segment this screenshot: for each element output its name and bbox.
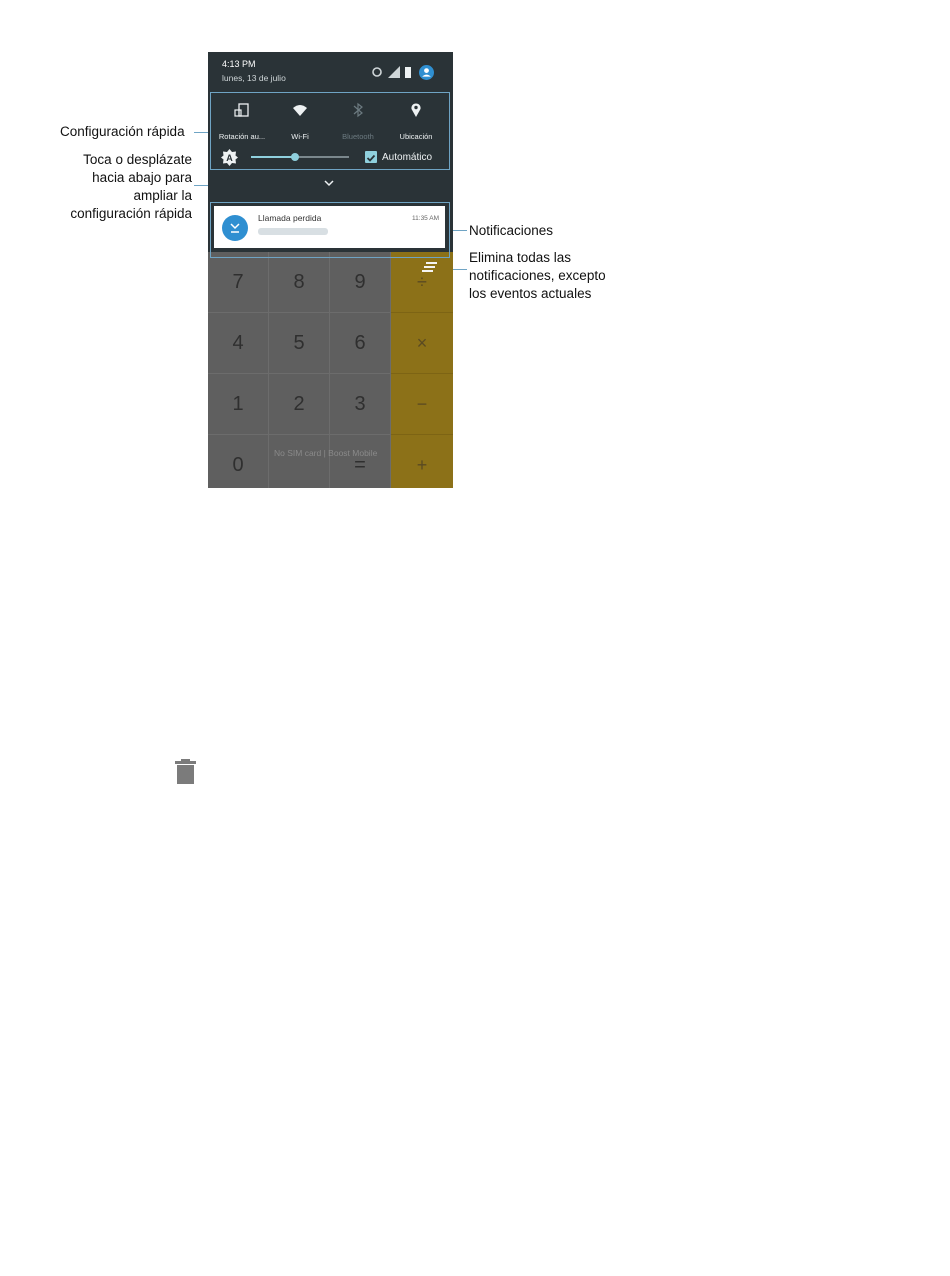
trash-icon bbox=[175, 759, 196, 784]
data-saver-icon bbox=[371, 66, 383, 78]
calc-key[interactable]: 1 bbox=[208, 374, 269, 435]
callout-expand-line: Toca o desplázate bbox=[83, 152, 192, 167]
calc-key[interactable]: 9 bbox=[330, 252, 391, 313]
calc-key[interactable]: 4 bbox=[208, 313, 269, 374]
auto-brightness-label: Automático bbox=[382, 152, 433, 163]
callout-notifications: Notificaciones bbox=[469, 223, 554, 238]
svg-text:A: A bbox=[226, 153, 233, 163]
tile-label: Bluetooth bbox=[342, 132, 374, 141]
calc-key[interactable]: 0 bbox=[208, 435, 269, 488]
status-time: 4:13 PM bbox=[222, 59, 256, 69]
calc-key[interactable]: 2 bbox=[269, 374, 330, 435]
callout-clear-all bbox=[469, 249, 606, 303]
quick-settings-highlight bbox=[210, 92, 450, 170]
chevron-down-icon[interactable] bbox=[324, 180, 334, 187]
callout-clear-line: Elimina todas las bbox=[469, 250, 572, 265]
calc-operator[interactable]: × bbox=[391, 313, 453, 374]
notifications-highlight bbox=[210, 202, 450, 258]
battery-icon bbox=[404, 66, 412, 78]
calc-key[interactable]: 3 bbox=[330, 374, 391, 435]
callout-expand-line: ampliar la bbox=[133, 188, 192, 203]
profile-icon[interactable] bbox=[419, 65, 434, 80]
calc-key[interactable] bbox=[269, 435, 330, 488]
tile-label: Ubicación bbox=[399, 132, 433, 141]
tile-label: Rotación au... bbox=[218, 132, 266, 141]
notification-time: 11:35 AM bbox=[412, 215, 439, 222]
callout-expand-line: configuración rápida bbox=[70, 206, 192, 221]
callout-clear-line: notificaciones, excepto bbox=[469, 268, 606, 283]
callout-clear-line: los eventos actuales bbox=[469, 286, 592, 301]
callout-expand-line: hacia abajo para bbox=[92, 170, 192, 185]
calc-key[interactable]: 8 bbox=[269, 252, 330, 313]
notification-title: Llamada perdida bbox=[258, 213, 322, 223]
calc-key[interactable]: 5 bbox=[269, 313, 330, 374]
calc-operator[interactable]: ÷ bbox=[391, 252, 453, 313]
status-date: lunes, 13 de julio bbox=[222, 73, 286, 83]
clear-all-icon[interactable] bbox=[421, 262, 438, 274]
callout-expand bbox=[70, 151, 192, 223]
calc-key[interactable]: 7 bbox=[208, 252, 269, 313]
tile-label: Wi-Fi bbox=[291, 132, 309, 141]
carrier-label: No SIM card | Boost Mobile bbox=[274, 448, 378, 458]
calc-operator[interactable]: + bbox=[391, 435, 453, 488]
calc-operator[interactable]: − bbox=[391, 374, 453, 435]
callout-line bbox=[453, 230, 467, 231]
signal-icon bbox=[388, 66, 400, 78]
phone-screen bbox=[208, 52, 453, 488]
calc-key[interactable]: = bbox=[330, 435, 391, 488]
calc-key[interactable]: 6 bbox=[330, 313, 391, 374]
callout-quick-settings: Configuración rápida bbox=[60, 124, 185, 139]
